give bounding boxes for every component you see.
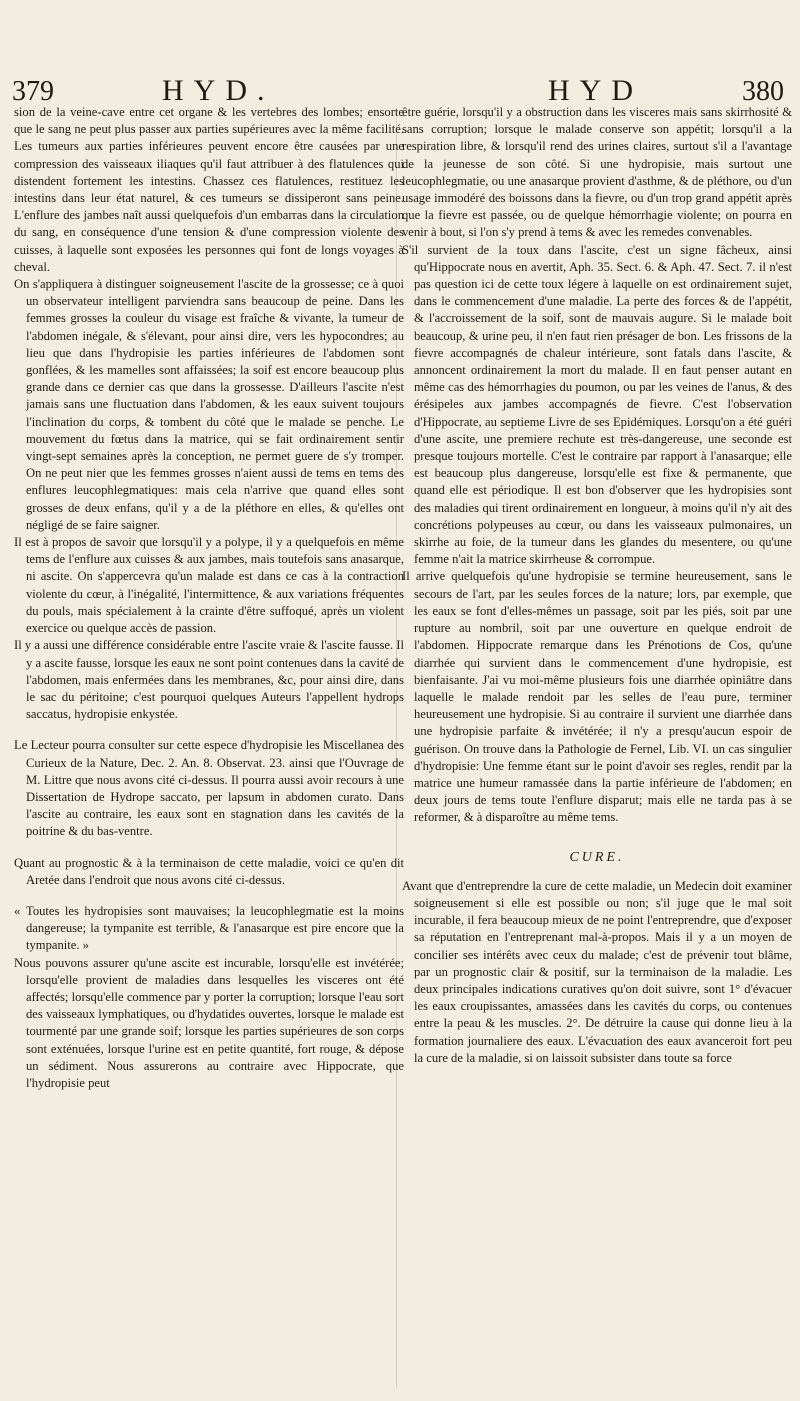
left-column xyxy=(14,104,404,1394)
paragraph-text: Il y a aussi une différence considérable entre l'ascite vraie & l'ascite fausse. Il y a ascite fausse, lorsque les eaux ne sont point contenues dans la cavité de l'abdomen, mais enfermées dans les membranes, &c, pour ainsi dire, dans le sac du péritoine; c'est pourquoi quelques Auteurs l'appellent hydrops saccatus, hydropisie enkystée. xyxy=(14,638,404,722)
paragraph-text: Quant au prognostic & à la terminaison de cette maladie, voici ce qu'en dit Aretée dans l'endroit que nous avons cité ci-dessus. xyxy=(14,855,404,887)
paragraph xyxy=(14,534,404,637)
right-page-number: 380 xyxy=(742,76,784,107)
section-heading xyxy=(402,849,792,866)
paragraph xyxy=(402,242,792,569)
paragraph xyxy=(14,955,404,1093)
paragraph-text: Toutes les hydropisies sont mauvaises; la leucophlegmatie est la moins dangereuse; la tympanite est terrible, & l'anasarque est pire encore que la tympanite. » xyxy=(26,903,404,953)
paragraph xyxy=(402,568,792,826)
paragraph xyxy=(402,878,792,1067)
paragraph-text: S'il survient de la toux dans l'ascite, c'est un signe fâcheux, ainsi qu'Hippocrate nous en avertit, Aph. 35. Sect. 6. & Aph. 47. Sect. 7. il n'est pas question ici de cette toux légere à laquelle on est ordinairement sujet, dans le commencement d'une maladie. La perte des forces & de l'appétit, & l'accroissement de la soif, sont de mauvais augure. Si le malade boit beaucoup, & urine peu, il n'en faut rien présager de bon. Les frissons de la fievre accompagnés de chaleur intérieure, sont fatals dans l'ascite, & annoncent ordinairement la mort du malade. Il en faut penser autant en même cas des hémorrhagies du poumon, ou par les veines de l'anus, & des érésipeles aux jambes accompagnés de fievre. C'est l'observation d'Hippocrate, au septieme Livre de ses Epidémiques. Lorsqu'on a été guéri d'une ascite, une premiere rechute est très-dangereuse, une seconde est presque toujours mortelle. C'est le contraire par rapport à l'anasarque; elle est beaucoup plus dangereuse, lorsqu'elle est fixe & permanente, que quand elle est périodique. Il est bon d'observer que les hydropisies sont des maladies qui tirent ordinairement en longueur, à moins qu'il n'y ait des concrétions polypeuses au cœur, ou dans les vaisseaux pulmonaires, un skirrhe au foie, de la tumeur dans les glandes du mesentere, ou qu'une femme n'ait la matrice skirrheuse & corrompue. xyxy=(402,242,792,567)
paragraph xyxy=(14,737,404,840)
paragraph xyxy=(14,855,404,889)
left-page-number: 379 xyxy=(12,76,54,107)
paragraph-text: Avant que d'entreprendre la cure de cette maladie, un Medecin doit examiner soigneusement si elle est possible ou non; s'il juge que le mal soit incurable, il fera beaucoup mieux de ne point l'entreprendre, que d'exposer sa réputation en l'entreprenant mal-à-propos. Mais il y a un moyen de concilier ses intérêts avec ceux du malade; c'est de prévenir tout blâme, par un prognostic clair & positif, sur la terminaison de la maladie. Les deux principales indications curatives qu'on doit suivre, sont 1° d'évacuer les eaux croupissantes, amassées dans les cavités du corps, ou contenues entre la peau & les muscles. 2°. De détruire la cause qui donne lieu à la formation journaliere des eaux. L'évacuation des eaux avanceroit fort peu la cure de la maladie, si on laissoit subsister dans toute sa force xyxy=(402,878,792,1065)
paragraph xyxy=(14,903,404,955)
paragraph-text: Nous pouvons assurer qu'une ascite est incurable, lorsqu'elle est invétérée; lorsqu'elle provient de maladies dans lesquelles les visceres ont été affectés; lorsqu'elle commence par y porter la corruption; lorsque l'eau sort des vaisseaux lymphatiques, ou d'hydatides ouvertes, lorsque le malade est tourmenté par une grande soif; lorsque les parties supérieures de son corps sont exténuées, lorsque l'urine est en petite quantité, fort rouge, & dépose un sédiment. Nous assurerons au contraire avec Hippocrate, que l'hydropisie peut xyxy=(14,955,404,1090)
right-running-head: HYD xyxy=(548,74,643,107)
paragraph-text: sion de la veine-cave entre cet organe & les vertebres des lombes; ensorte que le sang ne peut plus passer aux parties supérieures avec la même facilité. Les tumeurs aux parties inférieures peuvent encore être causées par une compression des vaisseaux iliaques qu'il faut attribuer à des flatulences qui distendent fortement les intestins. Chassez ces flatulences, restituez les intestins dans leur état naturel, & ces tumeurs se dissiperont sans peine. L'enflure des jambes naît aussi quelquefois d'un embarras dans la circulation du sang, en conséquence d'une tension & d'une compression violente des cuisses, à laquelle sont exposées les personnes qui font de longs voyages à cheval. xyxy=(14,105,404,274)
paragraph xyxy=(14,637,404,723)
paragraph-text: Il est à propos de savoir que lorsqu'il y a polype, il y a quelquefois en même tems de l'enflure aux cuisses & aux jambes, mais toutefois sans anasarque, ni ascite. On s'appercevra qu'un malade est dans ce cas à la contraction violente du cœur, à l'inégalité, l'intermittence, & aux variations fréquentes du pouls, mais spécialement à la crainte d'être suffoqué, après un violent exercice ou quelque accès de passion. xyxy=(14,535,404,636)
left-running-head: HYD. xyxy=(162,74,275,107)
paragraph-text: être guérie, lorsqu'il y a obstruction dans les visceres mais sans skirrhosité & sans corruption; lorsque le malade conserve son appétit; lorsqu'il a la respiration libre, & lorsqu'il rend des urines claires, surtout s'il a l'avantage de la jeunesse de son côté. Si une hydropisie, mais surtout une leucophlegmatie, ou une anasarque provient d'asthme, & de pléthore, ou d'un usage immodéré des boissons dans la fievre, ou d'un trop grand appétit après que la fievre est passée, ou de quelque hémorrhagie violente; on pourra en venir à bout, si l'on s'y prend à tems & avec les remedes convenables. xyxy=(402,105,792,240)
quote-marker: « xyxy=(14,903,21,918)
paragraph-text: On s'appliquera à distinguer soigneusement l'ascite de la grossesse; ce à quoi un observateur intelligent parviendra sans beaucoup de peine. Dans les femmes grosses la couleur du visage est fraîche & vivante, la tumeur de l'abdomen inégale, & s'élevant, pour ainsi dire, vers les hypocondres; au lieu que dans l'hydropisie les parties inférieures de l'abdomen sont gonflées, & les mamelles sont affaissées; la soif est encore beaucoup plus grande dans ce dernier cas que dans la grossesse. D'ailleurs l'ascite n'est jamais sans une fluctuation dans l'abdomen, & les eaux suivent toujours l'inclination du corps, & tombent du côté que le malade se penche. Le mouvement du fœtus dans la matrice, qui se fait ordinairement sentir vingt-sept semaines après la conception, ne permet guere de s'y tromper. On ne peut nier que les femmes grosses n'aient aussi de tems en tems des enflures leucophlegmatiques: mais cela n'arrive que quand elles sont grosses de deux enfans, qu'il y a de la pléthore en elles, & qu'elles ont négligé de se faire saigner. xyxy=(14,277,404,532)
paragraph xyxy=(14,104,404,276)
paragraph xyxy=(14,276,404,534)
paragraph-text: Le Lecteur pourra consulter sur cette espece d'hydropisie les Miscellanea des Curieux de la Nature, Dec. 2. An. 8. Observat. 23. ainsi que l'Ouvrage de M. Littre que nous avons cité ci-dessus. Il pourra aussi avoir recours à une Dissertation de Hydrope saccato, per lapsum in abdomen curato. Dans l'ascite au contraire, les eaux sont en stagnation dans les cavités de la poitrine & du bas-ventre. xyxy=(14,738,404,839)
right-column xyxy=(402,104,792,1394)
paragraph xyxy=(402,104,792,242)
paragraph-text: Il arrive quelquefois qu'une hydropisie se termine heureusement, sans le secours de l'art, par les seules forces de la nature; lors, par exemple, que les eaux se font d'elles-mêmes un passage, soit par les piés, soit par une rupture au nombril, soit par une ouverture en quelque endroit de l'abdomen. Hippocrate remarque dans les Prénotions de Cos, qu'une diarrhée qui survient dans le commencement d'une hydropisie, est bienfaisante. J'ai vu moi-même plusieurs fois une diarrhée opiniâtre dans laquelle le malade rendoit par les selles de l'eau pure, terminer heureusement une hydropisie. Si au contraire il survient une diarrhée dans une hydropisie parfaite & invétérée; il n'y a presqu'aucun espoir de guérison. On trouve dans la Pathologie de Fernel, Lib. VI. un cas singulier d'hydropisie: Une femme étant sur le point d'avoir ses regles, rendit par la matrice une humeur ramassée dans la partie inférieure de l'abdomen; en deux jours de tems toute l'enflure disparut; mais elle ne tarda pas à se reformer, & à disparoître au même tems. xyxy=(402,569,792,825)
paragraph-text: CURE. xyxy=(569,849,625,865)
